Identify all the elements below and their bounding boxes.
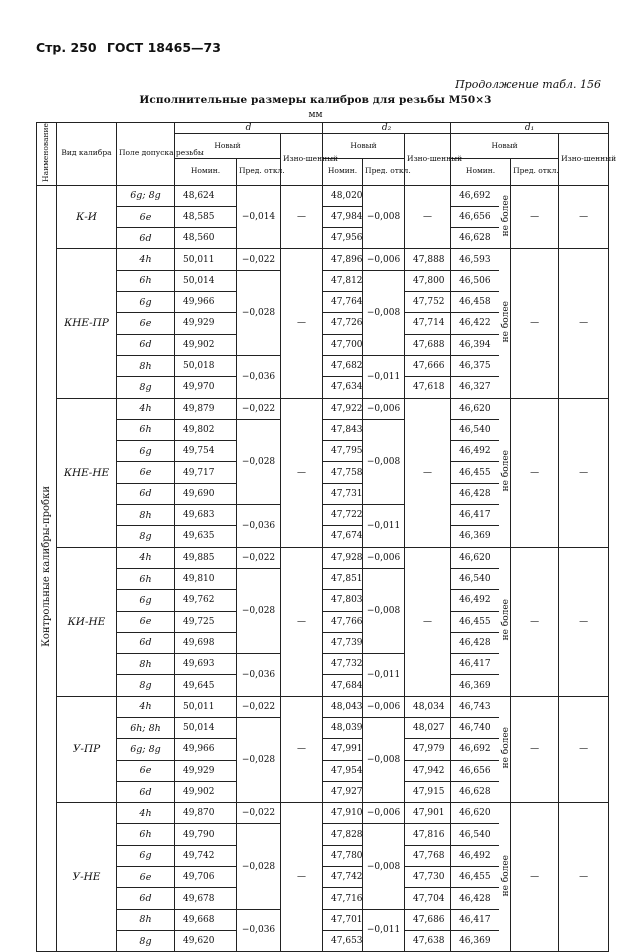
d-nominal: 49,870: [175, 803, 237, 824]
d2-deviation: −0,011: [363, 505, 405, 548]
d2-nominal: 47,851: [323, 568, 363, 589]
d2-nominal: 47,758: [323, 462, 363, 483]
d2-nominal: 48,039: [323, 717, 363, 738]
d-nominal: 49,620: [175, 930, 237, 951]
d1-not-more: не более: [499, 547, 511, 696]
d1-worn: —: [559, 249, 609, 398]
d2-worn: 47,618: [405, 377, 451, 398]
d1-worn: —: [559, 696, 609, 802]
d-nominal: 49,902: [175, 334, 237, 355]
d1-nominal: 46,540: [451, 419, 499, 440]
d2-nominal: 47,812: [323, 270, 363, 291]
header-d-worn: Изно-шенный: [281, 134, 323, 185]
d-deviation: −0,036: [237, 654, 281, 697]
gauge-type: У-ПР: [57, 696, 117, 802]
d-deviation: −0,028: [237, 419, 281, 504]
d-nominal: 49,742: [175, 845, 237, 866]
page-number: Стр. 250: [36, 40, 97, 55]
header-d2-new: Новый: [323, 134, 405, 158]
d2-nominal: 47,726: [323, 313, 363, 334]
d2-nominal: 47,828: [323, 824, 363, 845]
gauge-type: КНЕ-НЕ: [57, 398, 117, 547]
d-deviation: −0,028: [237, 717, 281, 802]
d-nominal: 49,706: [175, 867, 237, 888]
d2-nominal: 47,722: [323, 505, 363, 526]
d1-nominal: 46,455: [451, 867, 499, 888]
gauge-dimensions-table: [36, 122, 617, 952]
header-d: d: [175, 123, 323, 134]
d1-nominal: 46,369: [451, 930, 499, 951]
tolerance-field: 8h: [117, 909, 175, 930]
tolerance-field: 6d: [117, 483, 175, 504]
tolerance-field: 6e: [117, 867, 175, 888]
tolerance-field: 6e: [117, 760, 175, 781]
d-nominal: 50,014: [175, 270, 237, 291]
table-row: [37, 696, 609, 717]
d-worn: —: [281, 398, 323, 547]
d2-worn: 47,901: [405, 803, 451, 824]
d2-nominal: 47,927: [323, 781, 363, 802]
d1-worn: —: [559, 803, 609, 952]
d-nominal: 49,690: [175, 483, 237, 504]
d2-nominal: 47,795: [323, 441, 363, 462]
d1-nominal: 46,492: [451, 845, 499, 866]
tolerance-field: 8g: [117, 526, 175, 547]
d-deviation: −0,022: [237, 249, 281, 270]
d1-deviation: —: [511, 803, 559, 952]
d1-not-more: не более: [499, 249, 511, 398]
tolerance-field: 6d: [117, 781, 175, 802]
page-header: [36, 40, 227, 55]
d-nominal: 49,683: [175, 505, 237, 526]
tolerance-field: 6h: [117, 270, 175, 291]
d1-nominal: 46,593: [451, 249, 499, 270]
d2-deviation: −0,011: [363, 355, 405, 398]
d2-nominal: 47,739: [323, 632, 363, 653]
d1-not-more: не более: [499, 696, 511, 802]
d1-nominal: 46,422: [451, 313, 499, 334]
d1-nominal: 46,628: [451, 781, 499, 802]
d2-nominal: 48,020: [323, 185, 363, 206]
table-row: [37, 249, 609, 270]
d2-worn: 47,915: [405, 781, 451, 802]
d1-deviation: —: [511, 249, 559, 398]
d2-nominal: 47,700: [323, 334, 363, 355]
d1-nominal: 46,540: [451, 568, 499, 589]
tolerance-field: 6d: [117, 632, 175, 653]
header-d1-dev: Пред. откл.: [511, 158, 559, 185]
d-nominal: 49,790: [175, 824, 237, 845]
d-nominal: 50,011: [175, 249, 237, 270]
d1-nominal: 46,458: [451, 292, 499, 313]
d2-deviation: −0,006: [363, 696, 405, 717]
d1-deviation: —: [511, 185, 559, 249]
d2-nominal: 47,701: [323, 909, 363, 930]
d2-worn: 48,034: [405, 696, 451, 717]
d2-nominal: 47,843: [323, 419, 363, 440]
tolerance-field: 4h: [117, 696, 175, 717]
d2-nominal: 47,928: [323, 547, 363, 568]
tolerance-field: 6d: [117, 228, 175, 249]
d2-worn: 47,800: [405, 270, 451, 291]
d2-nominal: 47,674: [323, 526, 363, 547]
d2-worn: —: [405, 398, 451, 547]
d-nominal: 49,970: [175, 377, 237, 398]
tolerance-field: 6g; 8g: [117, 739, 175, 760]
d-nominal: 49,902: [175, 781, 237, 802]
units-label: мм: [308, 110, 323, 120]
tolerance-field: 6d: [117, 334, 175, 355]
tolerance-field: 6g: [117, 441, 175, 462]
tolerance-field: 8h: [117, 654, 175, 675]
d2-worn: 47,686: [405, 909, 451, 930]
header-d1-new: Новый: [451, 134, 559, 158]
d2-nominal: 47,984: [323, 206, 363, 227]
d2-nominal: 47,732: [323, 654, 363, 675]
d-nominal: 49,802: [175, 419, 237, 440]
d1-nominal: 46,455: [451, 611, 499, 632]
d2-deviation: −0,011: [363, 654, 405, 697]
tolerance-field: 6d: [117, 888, 175, 909]
d-nominal: 49,668: [175, 909, 237, 930]
tolerance-field: 6h: [117, 824, 175, 845]
d1-nominal: 46,506: [451, 270, 499, 291]
d2-nominal: 47,634: [323, 377, 363, 398]
d-deviation: −0,028: [237, 568, 281, 653]
header-gauge-type: Вид калибра: [57, 123, 117, 186]
d2-deviation: −0,008: [363, 270, 405, 355]
d-nominal: 49,762: [175, 590, 237, 611]
d2-nominal: 47,766: [323, 611, 363, 632]
d1-nominal: 46,656: [451, 206, 499, 227]
d-deviation: −0,022: [237, 696, 281, 717]
d-worn: —: [281, 547, 323, 696]
d2-deviation: −0,006: [363, 547, 405, 568]
tolerance-field: 4h: [117, 398, 175, 419]
table-row: [37, 803, 609, 824]
tolerance-field: 6h; 8h: [117, 717, 175, 738]
d1-not-more: не более: [499, 185, 511, 249]
d-worn: —: [281, 696, 323, 802]
d-nominal: 49,725: [175, 611, 237, 632]
d1-nominal: 46,428: [451, 632, 499, 653]
d-nominal: 49,693: [175, 654, 237, 675]
d-nominal: 49,966: [175, 292, 237, 313]
d1-worn: —: [559, 547, 609, 696]
d-nominal: 49,879: [175, 398, 237, 419]
d2-worn: 47,816: [405, 824, 451, 845]
d2-nominal: 47,956: [323, 228, 363, 249]
d1-nominal: 46,492: [451, 441, 499, 462]
d2-deviation: −0,006: [363, 249, 405, 270]
d2-nominal: 47,896: [323, 249, 363, 270]
tolerance-field: 8g: [117, 930, 175, 951]
header-d1: d₁: [451, 123, 609, 134]
d2-worn: 47,752: [405, 292, 451, 313]
d2-nominal: 48,043: [323, 696, 363, 717]
d1-nominal: 46,620: [451, 547, 499, 568]
d-nominal: 50,018: [175, 355, 237, 376]
tolerance-field: 4h: [117, 249, 175, 270]
tolerance-field: 4h: [117, 803, 175, 824]
d-nominal: 48,560: [175, 228, 237, 249]
tolerance-field: 6g: [117, 845, 175, 866]
d1-nominal: 46,369: [451, 526, 499, 547]
header-d1-worn: Изно-шенный: [559, 134, 609, 185]
d-deviation: −0,028: [237, 270, 281, 355]
d-nominal: 49,929: [175, 313, 237, 334]
d2-nominal: 47,954: [323, 760, 363, 781]
d1-worn: —: [559, 398, 609, 547]
d1-nominal: 46,620: [451, 398, 499, 419]
d2-worn: 47,730: [405, 867, 451, 888]
group-label: Контрольные калибры-пробки: [37, 185, 57, 952]
header-d2-nominal: Номин.: [323, 158, 363, 185]
d1-nominal: 46,428: [451, 888, 499, 909]
d2-deviation: −0,008: [363, 717, 405, 802]
d-nominal: 49,929: [175, 760, 237, 781]
d2-nominal: 47,682: [323, 355, 363, 376]
d2-nominal: 47,910: [323, 803, 363, 824]
d1-nominal: 46,417: [451, 909, 499, 930]
d-deviation: −0,036: [237, 909, 281, 952]
d-deviation: −0,028: [237, 824, 281, 909]
d2-deviation: −0,008: [363, 185, 405, 249]
header-d-new: Новый: [175, 134, 281, 158]
d1-nominal: 46,628: [451, 228, 499, 249]
d2-worn: 48,027: [405, 717, 451, 738]
header-tolerance-field: Поле допуска резьбы: [117, 123, 175, 186]
gauge-type: У-НЕ: [57, 803, 117, 952]
tolerance-field: 6g: [117, 590, 175, 611]
d-nominal: 48,624: [175, 185, 237, 206]
d2-deviation: −0,011: [363, 909, 405, 952]
d-nominal: 50,011: [175, 696, 237, 717]
table-row: [37, 185, 609, 206]
header-d2-worn: Изно-шенный: [405, 134, 451, 185]
d-nominal: 49,810: [175, 568, 237, 589]
d-nominal: 48,585: [175, 206, 237, 227]
d-nominal: 49,678: [175, 888, 237, 909]
table-continuation: Продолжение табл. 156: [455, 78, 601, 91]
table-row: [37, 398, 609, 419]
d2-nominal: 47,684: [323, 675, 363, 696]
tolerance-field: 8g: [117, 675, 175, 696]
header-d2: d₂: [323, 123, 451, 134]
d-nominal: 49,698: [175, 632, 237, 653]
d1-worn: —: [559, 185, 609, 249]
d2-worn: 47,638: [405, 930, 451, 951]
d-deviation: −0,014: [237, 185, 281, 249]
d-nominal: 49,717: [175, 462, 237, 483]
header-name: Наименование: [37, 123, 57, 186]
d2-nominal: 47,780: [323, 845, 363, 866]
header-d2-dev: Пред. откл.: [363, 158, 405, 185]
standard-code: ГОСТ 18465—73: [106, 40, 221, 55]
d1-nominal: 46,417: [451, 654, 499, 675]
d2-worn: —: [405, 185, 451, 249]
d1-nominal: 46,417: [451, 505, 499, 526]
d1-nominal: 46,455: [451, 462, 499, 483]
table-row: [37, 547, 609, 568]
d-deviation: −0,022: [237, 547, 281, 568]
d2-deviation: −0,006: [363, 398, 405, 419]
d-nominal: 49,885: [175, 547, 237, 568]
d2-nominal: 47,803: [323, 590, 363, 611]
d1-nominal: 46,692: [451, 739, 499, 760]
d1-deviation: —: [511, 547, 559, 696]
d2-nominal: 47,991: [323, 739, 363, 760]
d1-nominal: 46,743: [451, 696, 499, 717]
d2-worn: 47,979: [405, 739, 451, 760]
gauge-type: КНЕ-ПР: [57, 249, 117, 398]
d2-nominal: 47,731: [323, 483, 363, 504]
d-deviation: −0,022: [237, 398, 281, 419]
table-title: Исполнительные размеры калибров для резьбы М50×3: [139, 94, 492, 106]
d1-nominal: 46,394: [451, 334, 499, 355]
d1-nominal: 46,327: [451, 377, 499, 398]
tolerance-field: 6e: [117, 462, 175, 483]
d2-worn: 47,714: [405, 313, 451, 334]
d2-worn: 47,688: [405, 334, 451, 355]
d-worn: —: [281, 803, 323, 952]
d1-nominal: 46,740: [451, 717, 499, 738]
d1-nominal: 46,692: [451, 185, 499, 206]
table-body: [37, 185, 609, 952]
d2-nominal: 47,742: [323, 867, 363, 888]
d2-deviation: −0,008: [363, 419, 405, 504]
d-worn: —: [281, 249, 323, 398]
tolerance-field: 6g; 8g: [117, 185, 175, 206]
d1-nominal: 46,492: [451, 590, 499, 611]
d1-nominal: 46,620: [451, 803, 499, 824]
d-nominal: 50,014: [175, 717, 237, 738]
d1-deviation: —: [511, 696, 559, 802]
tolerance-field: 8h: [117, 355, 175, 376]
d-deviation: −0,022: [237, 803, 281, 824]
d2-deviation: −0,008: [363, 568, 405, 653]
d2-deviation: −0,008: [363, 824, 405, 909]
tolerance-field: 6e: [117, 313, 175, 334]
d2-worn: 47,666: [405, 355, 451, 376]
d1-nominal: 46,369: [451, 675, 499, 696]
d-deviation: −0,036: [237, 505, 281, 548]
header-d1-nominal: Номин.: [451, 158, 511, 185]
tolerance-field: 6h: [117, 419, 175, 440]
tolerance-field: 6e: [117, 611, 175, 632]
d-worn: —: [281, 185, 323, 249]
d2-nominal: 47,922: [323, 398, 363, 419]
d2-worn: 47,888: [405, 249, 451, 270]
tolerance-field: 6g: [117, 292, 175, 313]
d1-nominal: 46,656: [451, 760, 499, 781]
d2-deviation: −0,006: [363, 803, 405, 824]
d2-worn: 47,942: [405, 760, 451, 781]
tolerance-field: 8h: [117, 505, 175, 526]
d1-nominal: 46,428: [451, 483, 499, 504]
d1-nominal: 46,375: [451, 355, 499, 376]
d-nominal: 49,966: [175, 739, 237, 760]
d2-nominal: 47,653: [323, 930, 363, 951]
d-nominal: 49,645: [175, 675, 237, 696]
d1-not-more: не более: [499, 398, 511, 547]
d-nominal: 49,635: [175, 526, 237, 547]
gauge-type: К-И: [57, 185, 117, 249]
d2-nominal: 47,716: [323, 888, 363, 909]
gauge-type: КИ-НЕ: [57, 547, 117, 696]
d1-nominal: 46,540: [451, 824, 499, 845]
header-d-nominal: Номин.: [175, 158, 237, 185]
tolerance-field: 8g: [117, 377, 175, 398]
d2-worn: 47,768: [405, 845, 451, 866]
d1-not-more: не более: [499, 803, 511, 952]
d2-nominal: 47,764: [323, 292, 363, 313]
d1-deviation: —: [511, 398, 559, 547]
d-nominal: 49,754: [175, 441, 237, 462]
d2-worn: —: [405, 547, 451, 696]
d2-worn: 47,704: [405, 888, 451, 909]
tolerance-field: 6e: [117, 206, 175, 227]
header-d-dev: Пред. откл.: [237, 158, 281, 185]
tolerance-field: 6h: [117, 568, 175, 589]
d-deviation: −0,036: [237, 355, 281, 398]
tolerance-field: 4h: [117, 547, 175, 568]
